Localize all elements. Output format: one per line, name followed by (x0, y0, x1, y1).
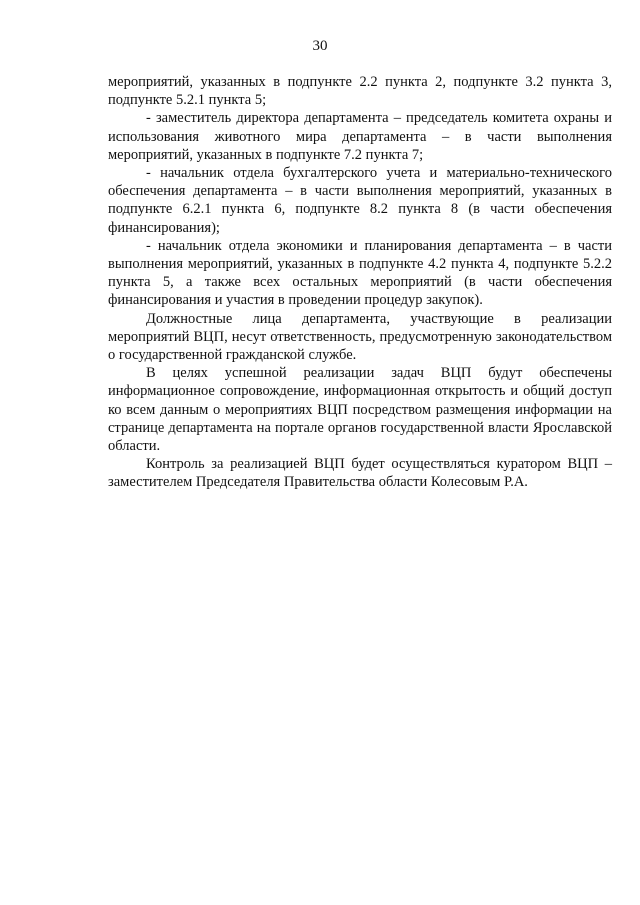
document-body (108, 73, 612, 492)
paragraph-economics-head: - начальник отдела экономики и планирования департамента – в части выполнения мероприятий, указанных в подпункте 4.2 пункта 4, подпункте 5.2.2 пункта 5, а также всех остальных мероприятий (в части обеспечения финансирования и участия в проведении процедур закупок). (108, 237, 612, 309)
paragraph-accounting-head: - начальник отдела бухгалтерского учета и материально-технического обеспечения департамента – в части выполнения мероприятий, указанных в подпункте 6.2.1 пункта 6, подпункте 8.2 пункта 8 (в части обеспечения финансирования); (108, 165, 612, 236)
paragraph-control: Контроль за реализацией ВЦП будет осуществляться куратором ВЦП – заместителем Председателя Правительства области Колесовым Р.А. (108, 456, 612, 491)
paragraph-deputy-director: - заместитель директора департамента – председатель комитета охраны и использования животного мира департамента – в части выполнения мероприятий, указанных в подпункте 7.2 пункта 7; (108, 110, 612, 163)
page-number: 30 (312, 38, 328, 54)
paragraph-continuation: мероприятий, указанных в подпункте 2.2 пункта 2, подпункте 3.2 пункта 3, подпункте 5.2.1 пункта 5; (108, 74, 612, 109)
paragraph-responsibility: Должностные лица департамента, участвующие в реализации мероприятий ВЦП, несут ответственность, предусмотренную законодательством о государственной гражданской службе. (108, 310, 612, 364)
paragraph-information-support: В целях успешной реализации задач ВЦП будут обеспечены информационное сопровождение, информационная открытость и общий доступ ко всем данным о мероприятиях ВЦП посредством размещения информации на странице департамента на портале органов государственной власти Ярославской области. (108, 365, 612, 455)
